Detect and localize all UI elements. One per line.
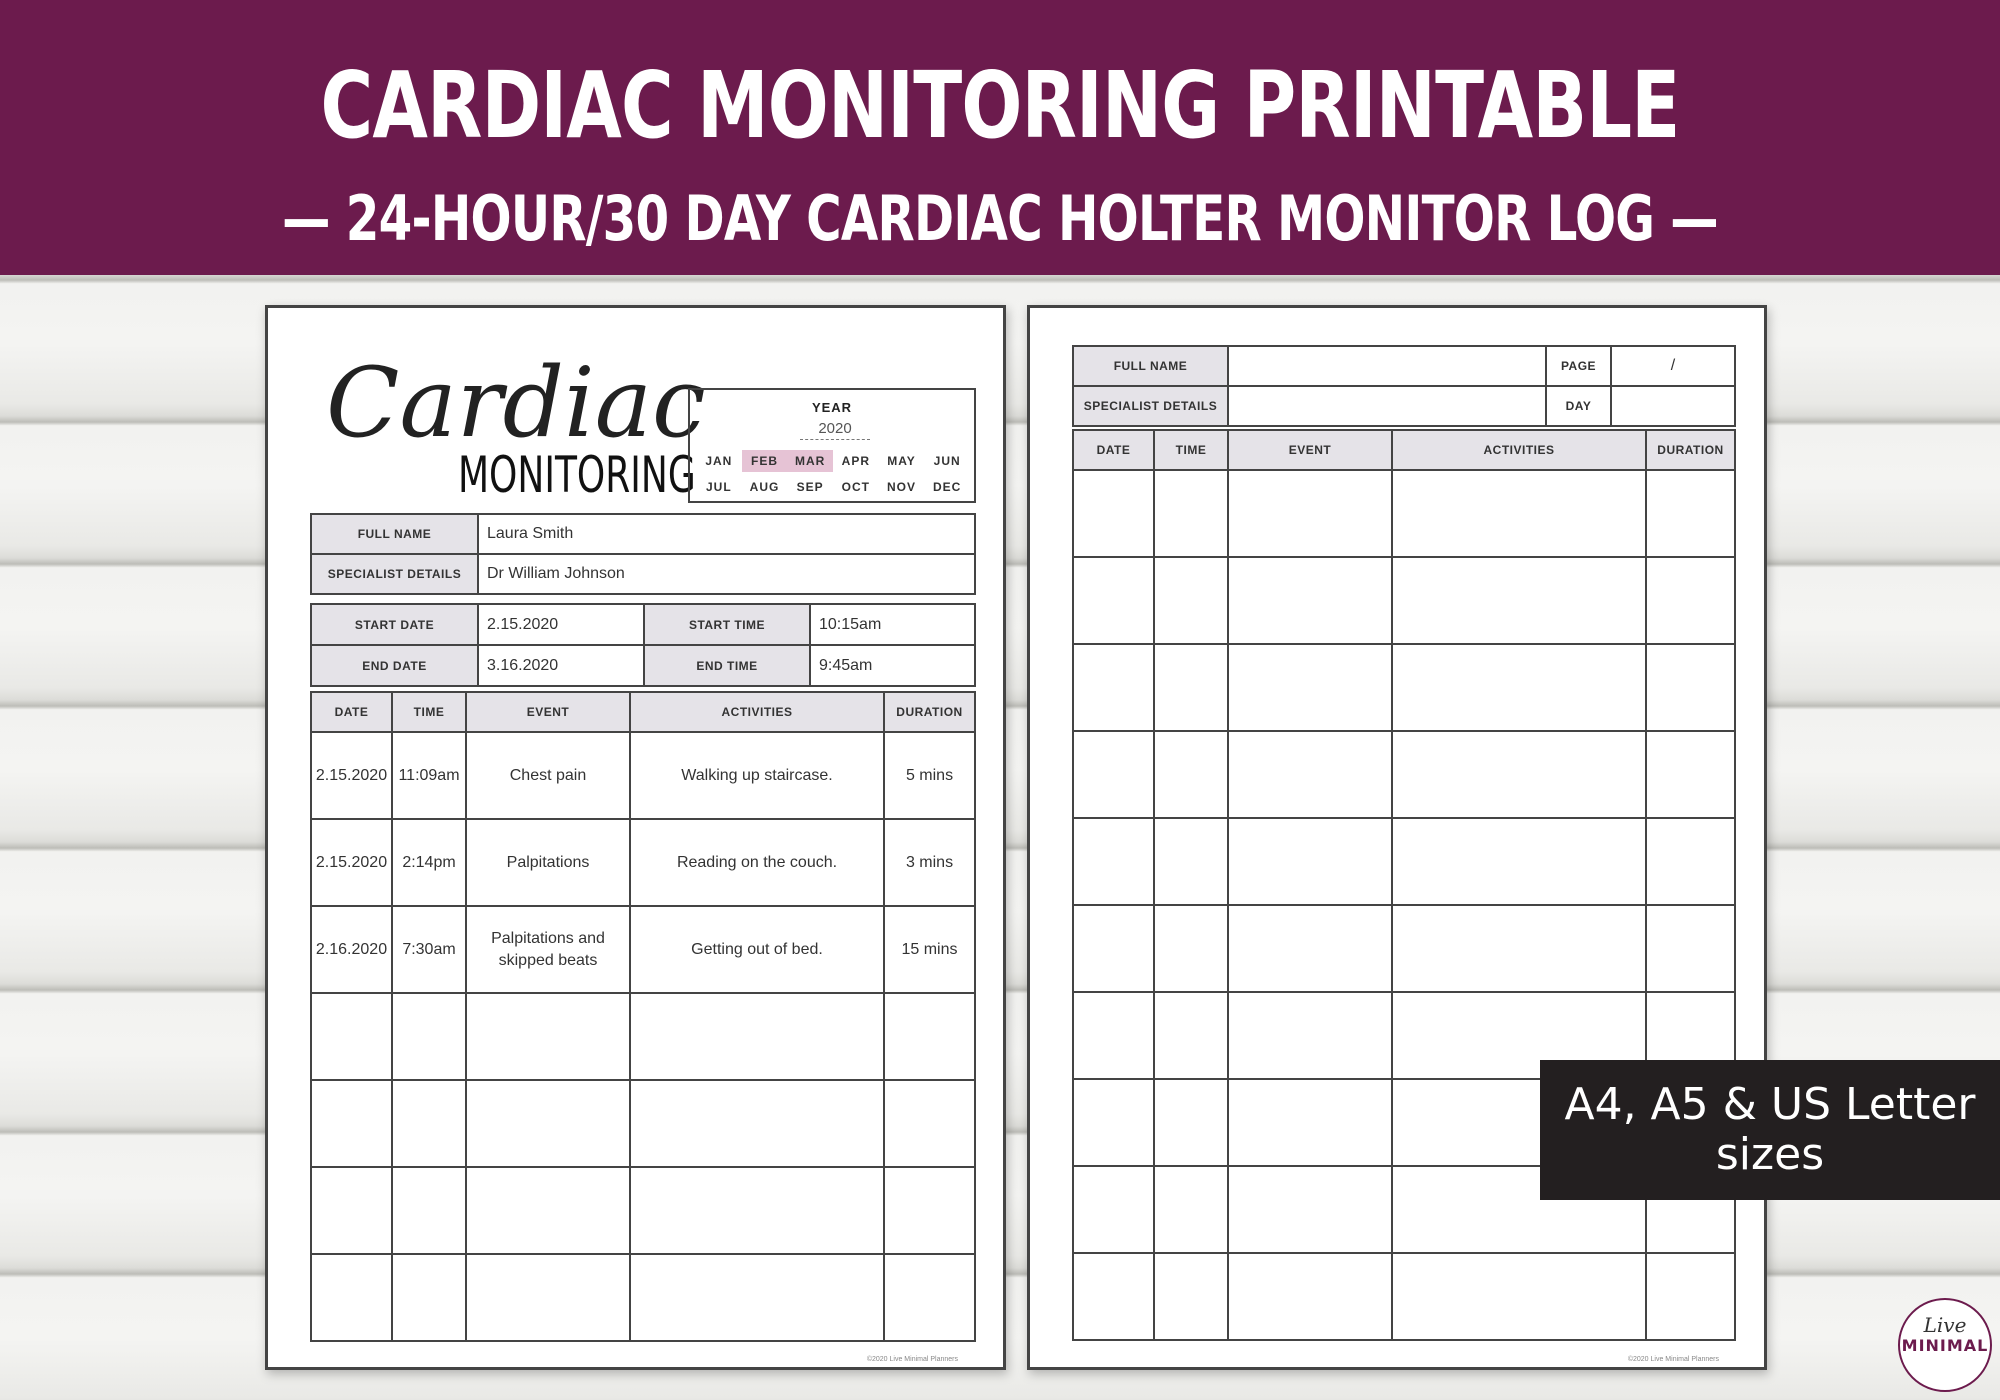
month-grid [696, 450, 970, 498]
blank-log-page [1027, 305, 1767, 1370]
day-field [1611, 386, 1735, 426]
empty-row [1073, 644, 1735, 731]
col-event: EVENT [1228, 430, 1392, 470]
full-name-field [1228, 346, 1546, 386]
month-jan: JAN [705, 454, 733, 468]
copyright-right: ©2020 Live Minimal Planners [1627, 1356, 1719, 1363]
blank-event-log-table [1072, 429, 1736, 1341]
row-event: Palpitations and skipped beats [466, 906, 630, 993]
start-date-label: START DATE [311, 604, 478, 645]
col-duration: DURATION [1646, 430, 1735, 470]
specialist-label: SPECIALIST DETAILS [1073, 386, 1228, 426]
year-value: 2020 [800, 420, 870, 440]
specialist-label: SPECIALIST DETAILS [311, 554, 478, 594]
empty-row [311, 1080, 975, 1167]
live-minimal-logo [1898, 1298, 1992, 1392]
month-oct: OCT [841, 480, 870, 494]
sample-page-filled [265, 305, 1006, 1370]
title-banner [0, 0, 2000, 275]
row-activity: Walking up staircase. [630, 732, 884, 819]
table-row [311, 906, 975, 993]
month-sep: SEP [796, 480, 824, 494]
year-box [688, 388, 976, 503]
empty-row [1073, 1253, 1735, 1340]
row-time: 11:09am [392, 732, 466, 819]
start-time-value: 10:15am [810, 604, 975, 645]
empty-row [311, 1254, 975, 1341]
month-nov: NOV [886, 480, 916, 494]
col-activities: ACTIVITIES [630, 692, 884, 732]
specialist-value: Dr William Johnson [478, 554, 975, 594]
year-label: YEAR [811, 400, 853, 415]
empty-row [1073, 818, 1735, 905]
monitoring-title: MONITORING [458, 446, 696, 504]
event-log-table [310, 691, 976, 1342]
logo-script-text: Live [1923, 1313, 1967, 1337]
col-duration: DURATION [884, 692, 975, 732]
row-date: 2.16.2020 [311, 906, 392, 993]
table-row [311, 819, 975, 906]
sizes-badge [1540, 1060, 2000, 1200]
badge-line-1: A4, A5 & US Letter [1564, 1079, 1976, 1130]
col-time: TIME [1154, 430, 1228, 470]
monitoring-dates-table [310, 603, 976, 687]
full-name-label: FULL NAME [1073, 346, 1228, 386]
row-duration: 3 mins [884, 819, 975, 906]
end-time-label: END TIME [644, 645, 810, 686]
col-activities: ACTIVITIES [1392, 430, 1646, 470]
col-event: EVENT [466, 692, 630, 732]
empty-row [311, 993, 975, 1080]
full-name-value: Laura Smith [478, 514, 975, 554]
row-date: 2.15.2020 [311, 819, 392, 906]
month-jul: JUL [705, 480, 732, 494]
script-title: Cardiac [326, 347, 706, 459]
row-time: 2:14pm [392, 819, 466, 906]
month-dec: DEC [932, 480, 962, 494]
copyright-left: ©2020 Live Minimal Planners [866, 1356, 958, 1363]
row-activity: Reading on the couch. [630, 819, 884, 906]
day-label: DAY [1546, 386, 1611, 426]
row-time: 7:30am [392, 906, 466, 993]
logo-word-text: MINIMAL [1901, 1336, 1989, 1355]
banner-title: CARDIAC MONITORING PRINTABLE [320, 52, 1680, 159]
col-date: DATE [1073, 430, 1154, 470]
row-duration: 15 mins [884, 906, 975, 993]
month-jun: JUN [933, 454, 961, 468]
banner-subtitle: — 24-HOUR/30 DAY CARDIAC HOLTER MONITOR LOG — [282, 182, 1718, 255]
end-time-value: 9:45am [810, 645, 975, 686]
row-activity: Getting out of bed. [630, 906, 884, 993]
col-time: TIME [392, 692, 466, 732]
empty-row [1073, 557, 1735, 644]
start-date-value: 2.15.2020 [478, 604, 644, 645]
row-duration: 5 mins [884, 732, 975, 819]
empty-row [1073, 731, 1735, 818]
col-date: DATE [311, 692, 392, 732]
end-date-value: 3.16.2020 [478, 645, 644, 686]
page-label: PAGE [1546, 346, 1611, 386]
end-date-label: END DATE [311, 645, 478, 686]
blank-info-table [1072, 345, 1736, 427]
month-may: MAY [887, 454, 916, 468]
patient-info-table [310, 513, 976, 595]
badge-line-2: sizes [1715, 1129, 1825, 1180]
empty-row [1073, 470, 1735, 557]
start-time-label: START TIME [644, 604, 810, 645]
row-event: Chest pain [466, 732, 630, 819]
month-mar: MAR [787, 450, 833, 472]
month-apr: APR [841, 454, 870, 468]
empty-row [311, 1167, 975, 1254]
empty-row [1073, 905, 1735, 992]
page-value: / [1611, 346, 1735, 386]
row-event: Palpitations [466, 819, 630, 906]
specialist-field [1228, 386, 1546, 426]
month-aug: AUG [749, 480, 780, 494]
full-name-label: FULL NAME [311, 514, 478, 554]
month-feb: FEB [742, 450, 788, 472]
table-row [311, 732, 975, 819]
row-date: 2.15.2020 [311, 732, 392, 819]
